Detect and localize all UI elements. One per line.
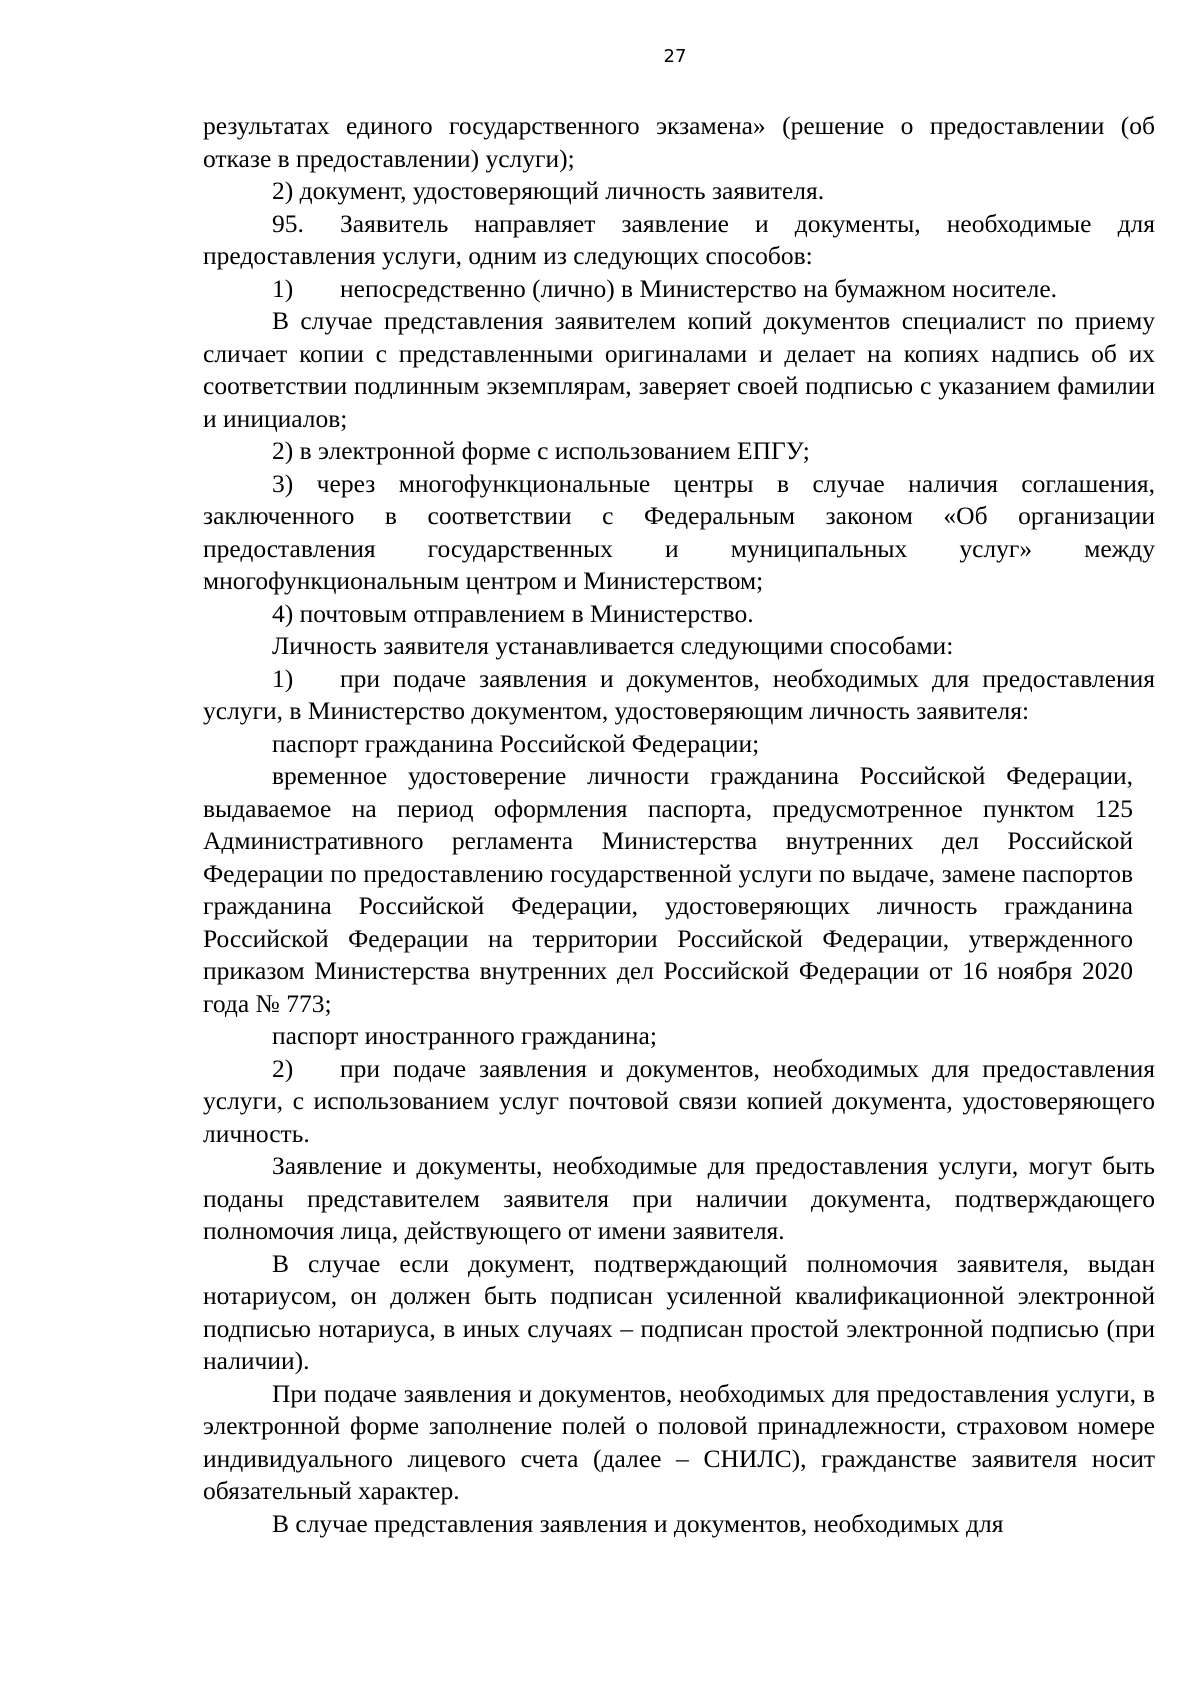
paragraph-item-1 bbox=[203, 273, 1155, 306]
page-number: 27 bbox=[663, 46, 687, 67]
item-number: 95. bbox=[272, 208, 304, 238]
paragraph: В случае представления заявления и документов, необходимых для bbox=[272, 1508, 1004, 1538]
paragraph: 4) почтовым отправлением в Министерство. bbox=[272, 598, 754, 628]
paragraph: временное удостоверение личности гражданина Российской Федерации, выдаваемое на период оформления паспорта, предусмотренное пунктом 125 Административного регламента Министерства внутренних дел Российской Федерации по предоставлению государственной услуги по выдаче, замене паспортов гражданина Российской Федерации, удостоверяющих личность гражданина Российской Федерации на территории Российской Федерации, утвержденного приказом Министерства внутренних дел Российской Федерации от 16 ноября 2020 года № 773; bbox=[203, 761, 1133, 1018]
paragraph-text: непосредственно (лично) в Министерство на бумажном носителе. bbox=[340, 273, 1058, 303]
paragraph: 2) документ, удостоверяющий личность заявителя. bbox=[272, 176, 825, 205]
paragraph: 2) в электронной форме с использованием ЕПГУ; bbox=[272, 436, 810, 465]
paragraph: В случае если документ, подтверждающий полномочия заявителя, выдан нотариусом, он должен быть подписан усиленной квалификационной электронной подписью нотариуса, в иных случаях – подписан простой электронной подписью (при наличии). bbox=[203, 1248, 1155, 1375]
paragraph: Личность заявителя устанавливается следующими способами: bbox=[272, 631, 954, 660]
document-body bbox=[203, 110, 1155, 1540]
item-number: 1) bbox=[272, 663, 294, 693]
paragraph: Заявление и документы, необходимые для предоставления услуги, могут быть поданы представителем заявителя при наличии документа, подтверждающего полномочия лица, действующего от имени заявителя. bbox=[203, 1151, 1155, 1245]
paragraph: паспорт иностранного гражданина; bbox=[272, 1021, 657, 1050]
item-number: 1) bbox=[272, 273, 294, 303]
item-number: 2) bbox=[272, 1053, 294, 1083]
paragraph-item-95 bbox=[203, 208, 1155, 273]
paragraph: паспорт гражданина Российской Федерации; bbox=[272, 728, 760, 758]
paragraph: В случае представления заявителем копий документов специалист по приему сличает копии с представленными оригиналами и делает на копиях надпись об их соответствии подлинным экземплярам, заверяет своей подписью с указанием фамилии и инициалов; bbox=[203, 306, 1155, 433]
paragraph-item-1 bbox=[203, 663, 1155, 728]
paragraph-text: при подаче заявления и документов, необходимых для предоставления услуги, в Министерство документом, удостоверяющим личность заявителя: bbox=[203, 663, 1155, 725]
paragraph: При подаче заявления и документов, необходимых для предоставления услуги, в электронной форме заполнение полей о половой принадлежности, страховом номере индивидуального лицевого счета (далее – СНИЛС), гражданстве заявителя носит обязательный характер. bbox=[203, 1378, 1155, 1505]
paragraph: результатах единого государственного экзамена» (решение о предоставлении (об отказе в предоставлении) услуги); bbox=[203, 111, 1155, 173]
paragraph-text: Заявитель направляет заявление и документы, необходимые для предоставления услуги, одним из следующих способов: bbox=[203, 208, 1155, 270]
paragraph-text: при подаче заявления и документов, необходимых для предоставления услуги, с использованием услуг почтовой связи копией документа, удостоверяющего личность. bbox=[203, 1053, 1155, 1148]
paragraph-item-2 bbox=[203, 1053, 1155, 1151]
paragraph: 3) через многофункциональные центры в случае наличия соглашения, заключенного в соответствии с Федеральным законом «Об организации предоставления государственных и муниципальных услуг» между многофункциональным центром и Министерством; bbox=[203, 468, 1155, 595]
